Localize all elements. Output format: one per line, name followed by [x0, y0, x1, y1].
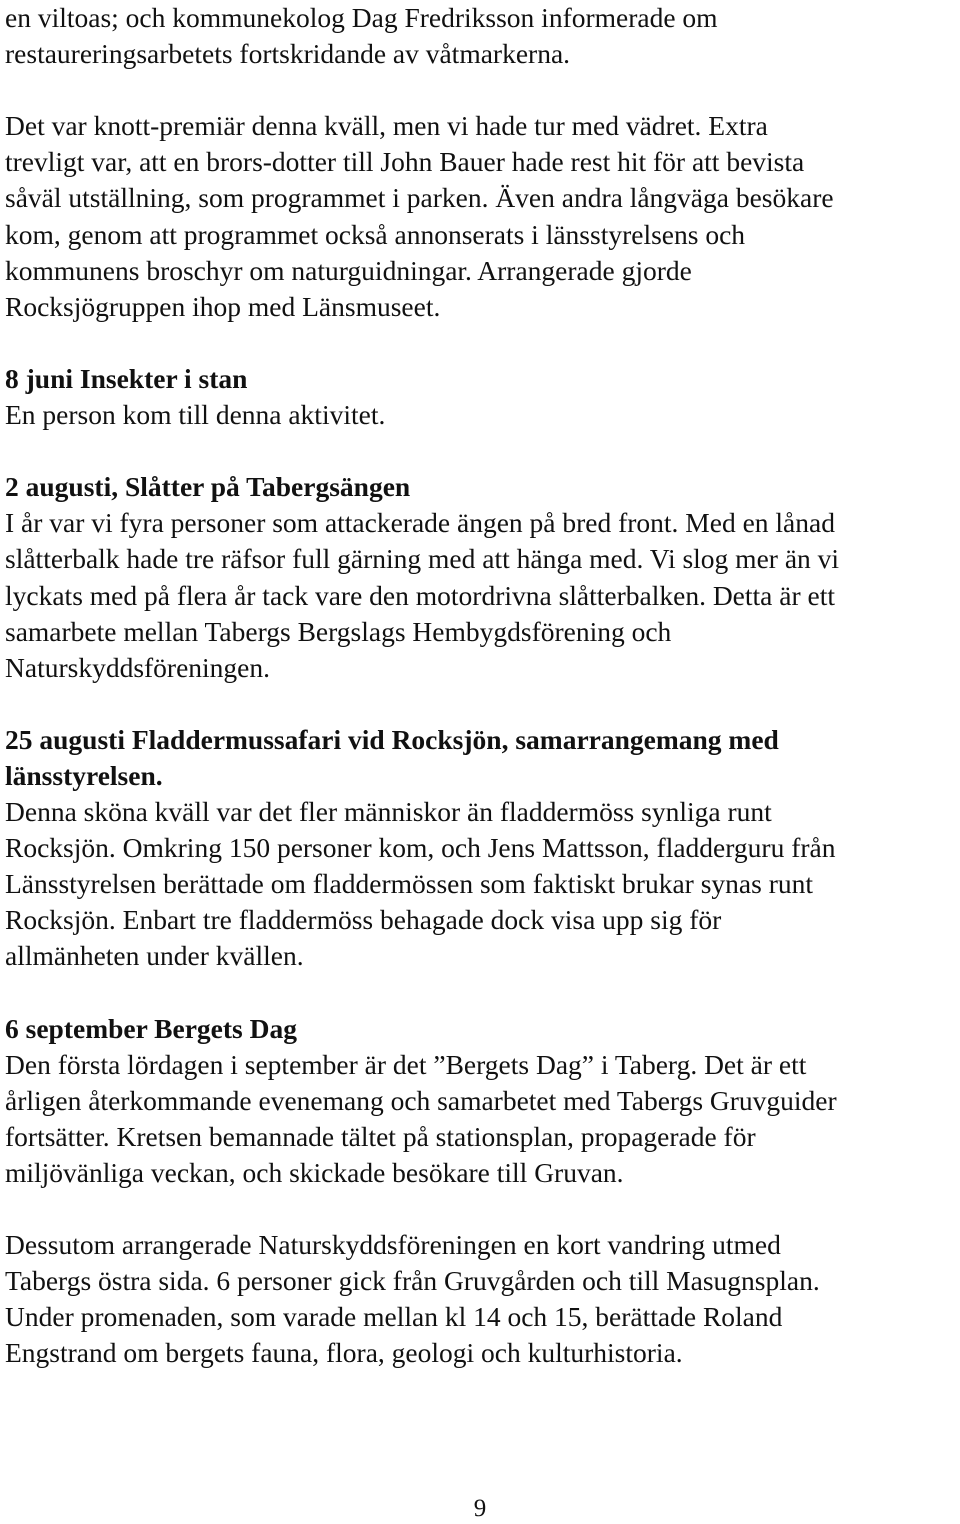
text-line: Det var knott-premiär denna kväll, men vi hade tur med vädret. Extra: [5, 110, 768, 142]
text-line: trevligt var, att en brors-dotter till John Bauer hade rest hit för att bevista: [5, 146, 805, 178]
text-line: Engstrand om bergets fauna, flora, geologi och kulturhistoria.: [5, 1337, 683, 1369]
text-line: fortsätter. Kretsen bemannade tältet på stationsplan, propagerade för: [5, 1120, 756, 1152]
text-line: kom, genom att programmet också annonserats i länsstyrelsens och: [5, 218, 746, 250]
text-line: En person kom till denna aktivitet.: [5, 399, 386, 431]
section-heading: 8 juni Insekter i stan: [5, 362, 248, 394]
section-heading: 2 augusti, Slåtter på Tabergsängen: [5, 471, 411, 503]
text-line: lyckats med på flera år tack vare den motordrivna slåtterbalken. Detta är ett: [5, 579, 835, 611]
text-line: Rocksjön. Enbart tre fladdermöss behagade dock visa upp sig för: [5, 904, 722, 936]
text-line: Länsstyrelsen berättade om fladdermössen som faktiskt brukar synas runt: [5, 868, 813, 900]
text-line: Under promenaden, som varade mellan kl 14 och 15, berättade Roland: [5, 1301, 783, 1333]
text-line: allmänheten under kvällen.: [5, 940, 304, 972]
text-line: I år var vi fyra personer som attackerade ängen på bred front. Med en lånad: [5, 507, 835, 539]
text-line: Den första lördagen i september är det ”Bergets Dag” i Taberg. Det är ett: [5, 1048, 807, 1080]
text-line: Denna sköna kväll var det fler människor än fladdermöss synliga runt: [5, 796, 772, 828]
text-line: Dessutom arrangerade Naturskyddsföreningen en kort vandring utmed: [5, 1229, 781, 1261]
text-line: kommunens broschyr om naturguidningar. Arrangerade gjorde: [5, 254, 692, 286]
section-heading: 6 september Bergets Dag: [5, 1012, 297, 1044]
text-line: såväl utställning, som programmet i parken. Även andra långväga besökare: [5, 182, 834, 214]
page-number: 9: [473, 1495, 487, 1522]
text-line: samarbete mellan Tabergs Bergslags Hembygdsförening och: [5, 615, 672, 647]
text-line: årligen återkommande evenemang och samarbetet med Tabergs Gruvguider: [5, 1084, 837, 1116]
document-page: [5, 0, 959, 1372]
text-line: miljövänliga veckan, och skickade besökare till Gruvan.: [5, 1157, 624, 1188]
text-line: en viltoas; och kommunekolog Dag Fredriksson informerade om: [5, 2, 718, 33]
text-line: slåtterbalk hade tre räfsor full gärning med att hänga med. Vi slog mer än vi: [5, 543, 840, 575]
text-line: Tabergs östra sida. 6 personer gick från Gruvgården och till Masugnsplan.: [5, 1265, 820, 1297]
text-line: Naturskyddsföreningen.: [5, 651, 271, 683]
section-heading: 25 augusti Fladdermussafari vid Rocksjön, samarrangemang med: [5, 723, 779, 755]
section-heading: länsstyrelsen.: [5, 759, 163, 791]
text-line: restaureringsarbetets fortskridande av våtmarkerna.: [5, 38, 571, 70]
text-line: Rocksjön. Omkring 150 personer kom, och Jens Mattsson, fladderguru från: [5, 832, 836, 864]
text-line: Rocksjögruppen ihop med Länsmuseet.: [5, 290, 441, 322]
